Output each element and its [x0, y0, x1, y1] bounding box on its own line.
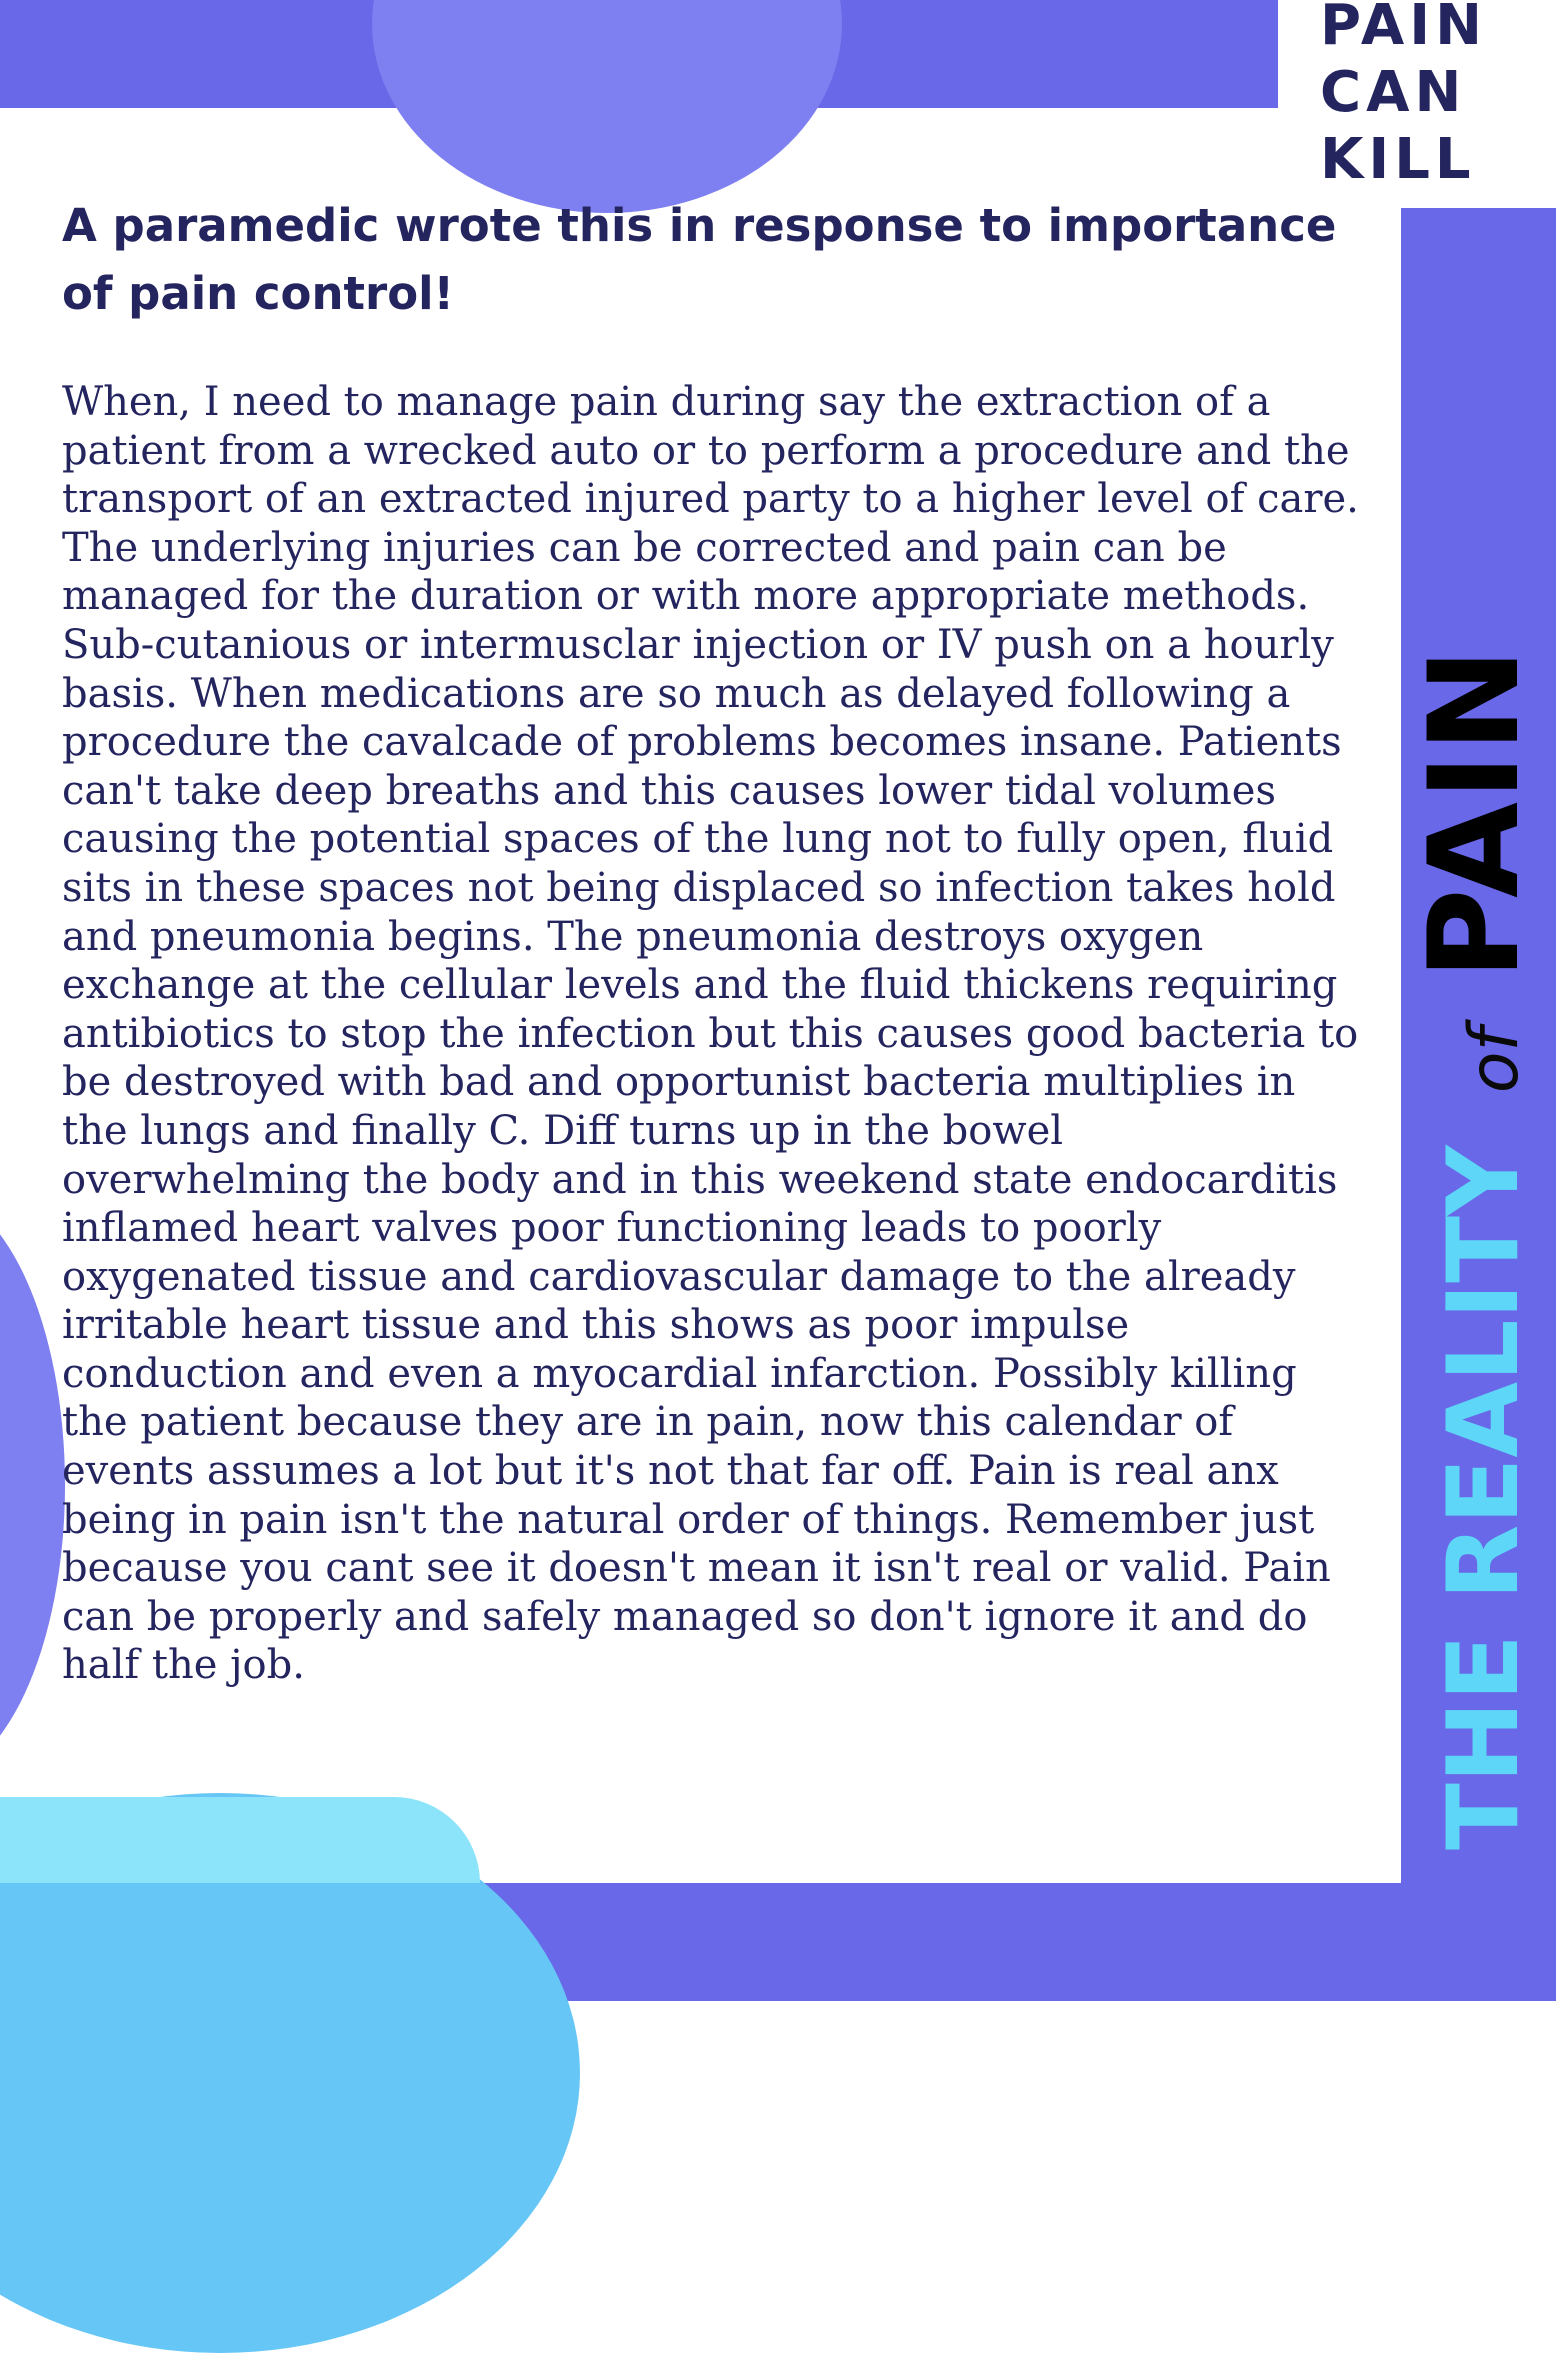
side-title-the-reality: THE REALITY [1427, 1145, 1541, 1850]
corner-title [1320, 0, 1487, 193]
side-title-pain: PAIN [1403, 646, 1547, 980]
vertical-side-title [1403, 646, 1547, 1850]
side-title-of: of [1455, 1027, 1534, 1094]
decor-circle-top-middle [372, 0, 842, 213]
corner-title-line-1: PAIN [1320, 0, 1487, 58]
decor-circle-bottom-light [0, 1797, 480, 1883]
decor-circle-left [0, 1190, 65, 1780]
corner-title-line-2: CAN [1320, 60, 1467, 125]
page-heading: A paramedic wrote this in response to importance of pain control! [62, 199, 1337, 320]
body-paragraph: When, I need to manage pain during say the extraction of a patient from a wrecked auto or to perform a procedure and the transport of an extracted injured party to a higher level of care. The underlying injuries can be corrected and pain can be managed for the duration or with more appropriate methods. Sub-cutanious or intermusclar injection or IV push on a hourly basis. When medications are so much as delayed following a procedure the cavalcade of problems becomes insane. Patients can't take deep breaths and this causes lower tidal volumes causing the potential spaces of the lung not to fully open, fluid sits in these spaces not being displaced so infection takes hold and pneumonia begins. The pneumonia destroys oxygen exchange at the cellular levels and the fluid thickens requiring antibiotics to stop the infection but this causes good bacteria to be destroyed with bad and opportunist bacteria multiplies in the lungs and finally C. Diff turns up in the bowel overwhelming the body and in this weekend state endocarditis inflamed heart valves poor functioning leads to poorly oxygenated tissue and cardiovascular damage to the already irritable heart tissue and this shows as poor impulse conduction and even a myocardial infarction. Possibly killing the patient because they are in pain, now this calendar of events assumes a lot but it's not that far off. Pain is real anx being in pain isn't the natural order of things. Remember just because you cant see it doesn't mean it isn't real or valid. Pain can be properly and safely managed so don't ignore it and do half the job. [62, 379, 1359, 1689]
corner-title-line-3: KILL [1320, 127, 1476, 192]
